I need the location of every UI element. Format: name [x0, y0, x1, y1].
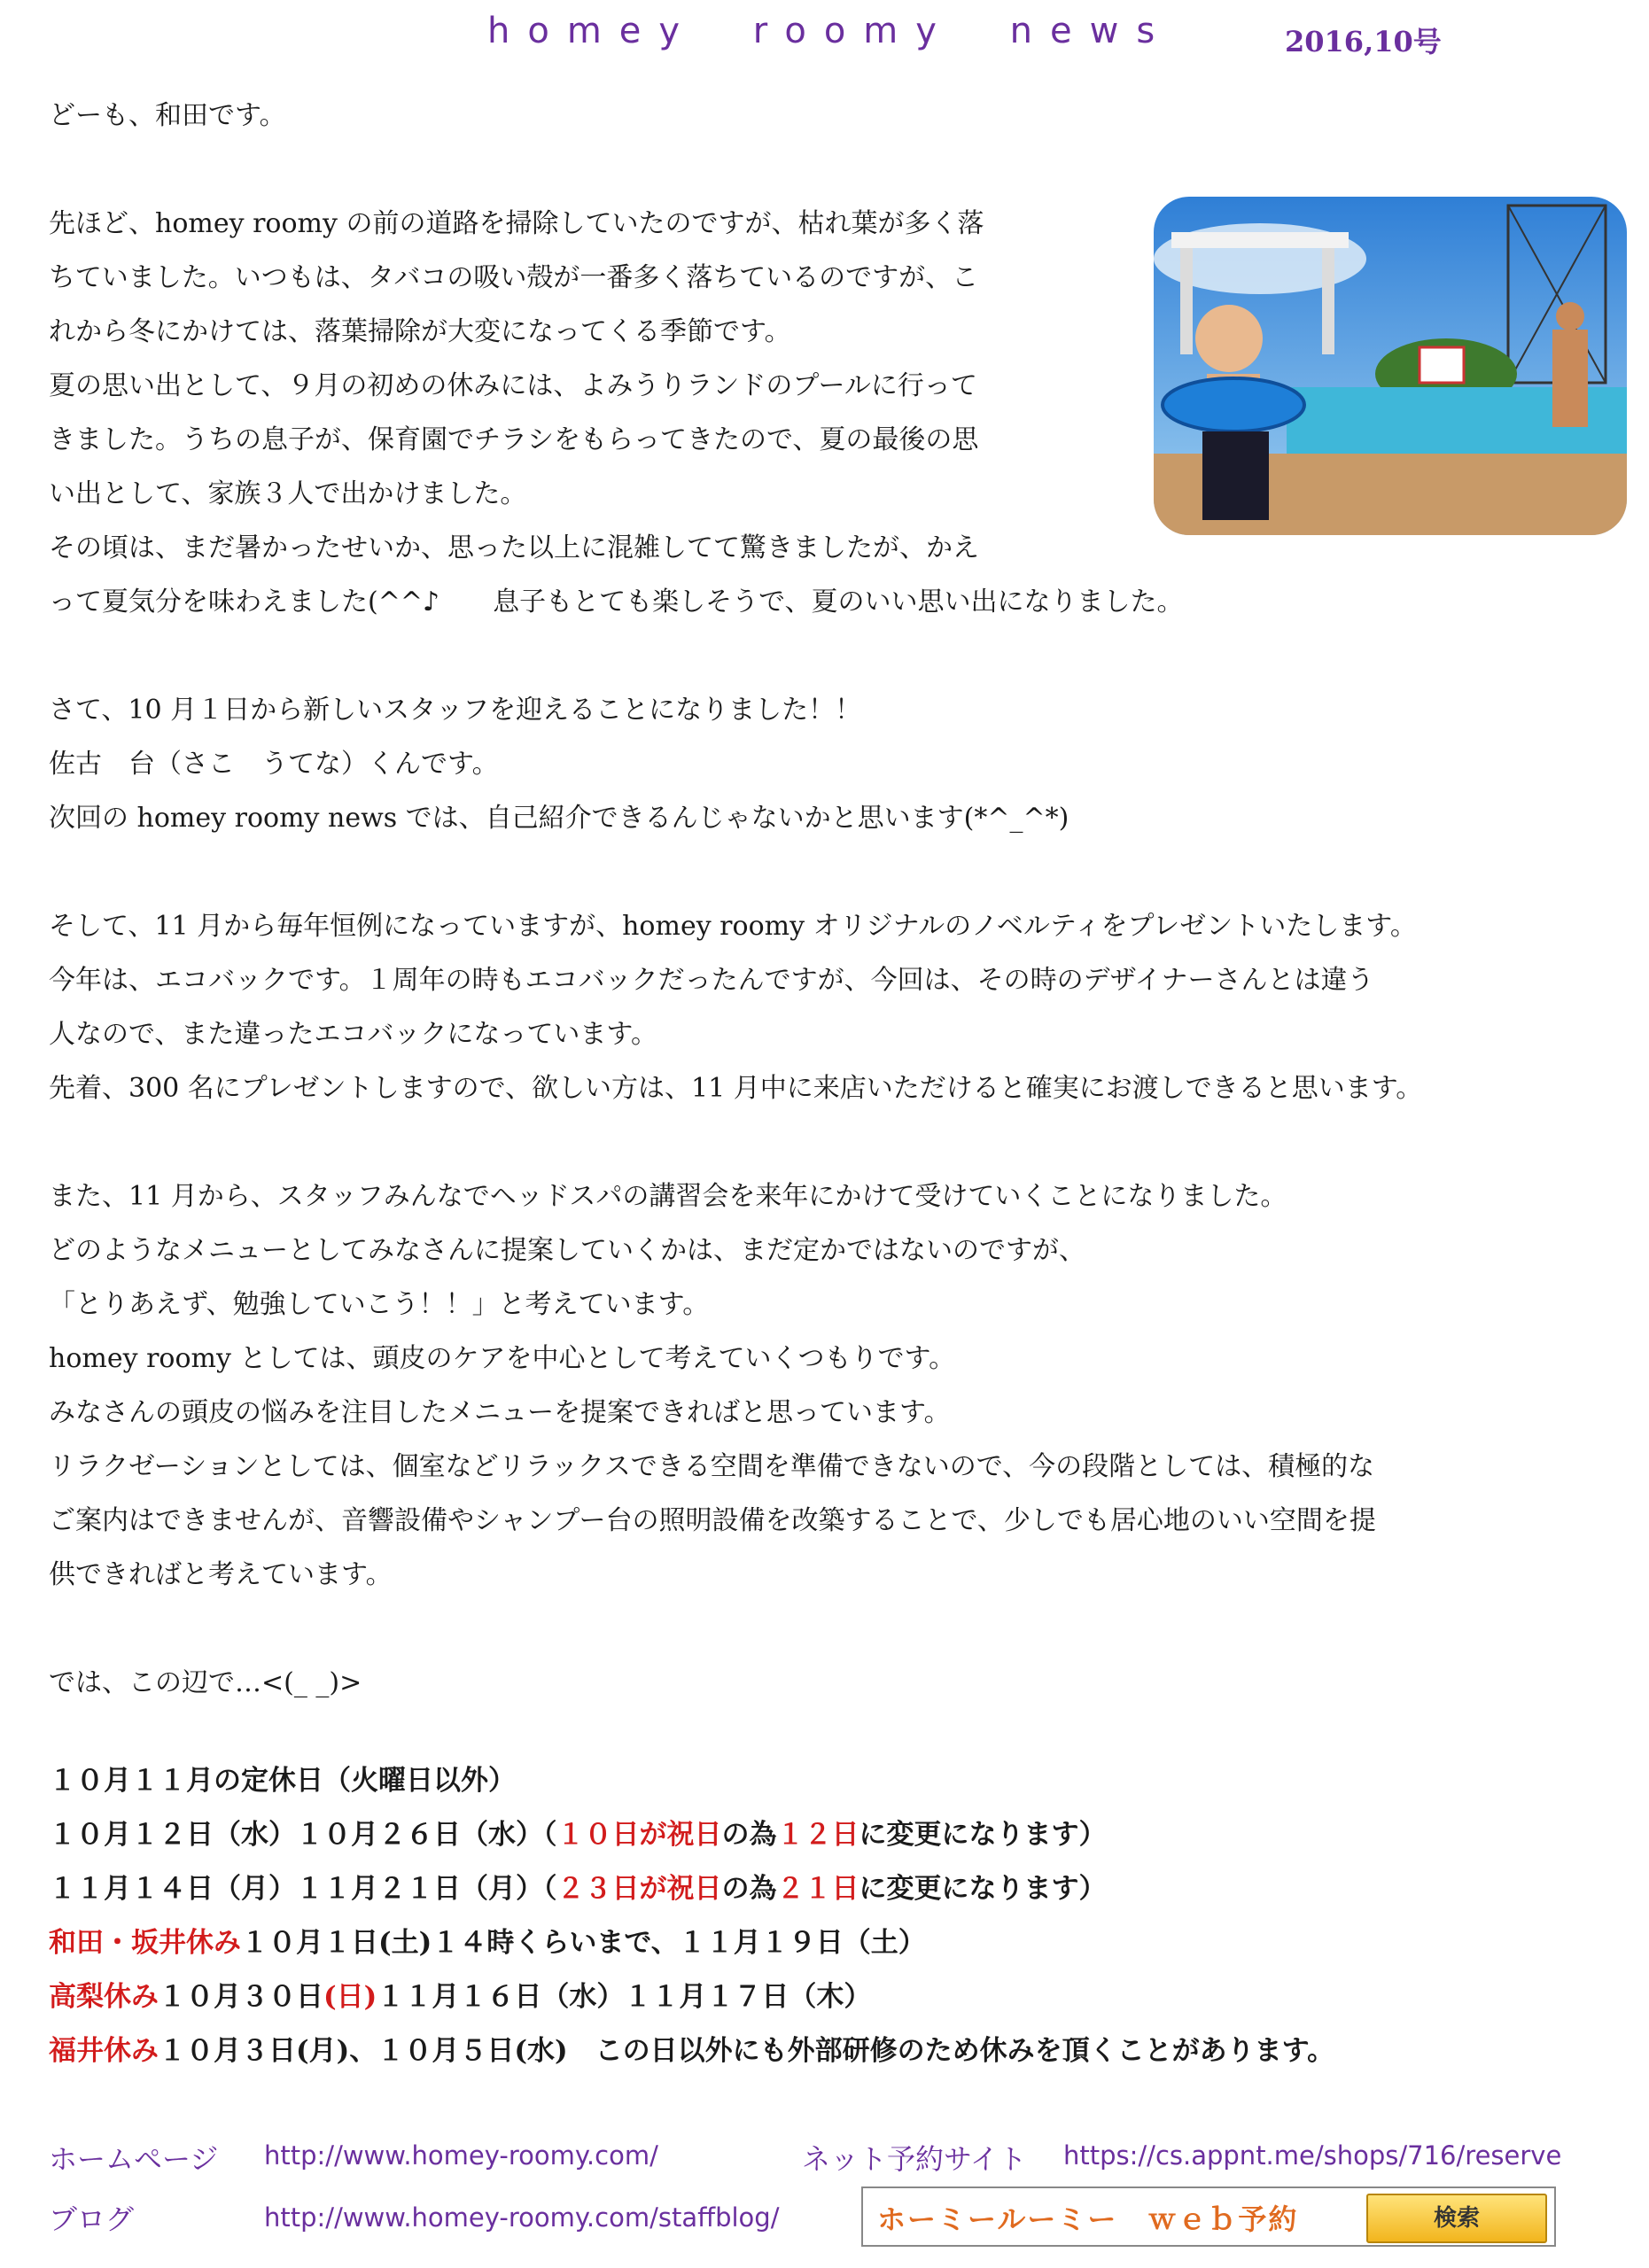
spacer — [49, 1602, 1617, 1656]
body-line: 人なので、また違ったエコバックになっています。 — [49, 1019, 657, 1050]
reserve-link[interactable]: https://cs.appnt.me/shops/716/reserve — [1063, 2140, 1562, 2171]
body-line: ご案内はできませんが、音響設備やシャンプー台の照明設備を改築することで、少しでも居心地のいい空間を提 — [49, 1505, 1376, 1536]
staff-name: 高梨休み — [49, 1981, 159, 2013]
schedule-text: の為 — [721, 1873, 777, 1905]
body-line: みなさんの頭皮の悩みを注目したメニューを提案できればと思っています。 — [49, 1397, 951, 1428]
spacer — [49, 845, 1617, 899]
schedule-highlight: １０日が祝日 — [556, 1819, 722, 1851]
staff-name: 和田・坂井休み — [49, 1927, 241, 1959]
body-line: 今年は、エコバックです。１周年の時もエコバックだったんですが、今回は、その時のデザイナーさんとは違う — [49, 965, 1374, 996]
body-line: れから冬にかけては、落葉掃除が大変になってくる季節です。 — [49, 316, 791, 347]
body-line: また、11 月から、スタッフみんなでヘッドスパの講習会を来年にかけて受けていくことになりました。 — [49, 1181, 1287, 1212]
body-line: 「とりあえず、勉強していこう！！」と考えています。 — [49, 1289, 710, 1320]
schedule-text: １０月３日(月)、１０月５日(水) この日以外にも外部研修のため休みを頂くことがあります。 — [159, 2035, 1335, 2067]
body-line: 先ほど、homey roomy の前の道路を掃除していたのですが、枯れ葉が多く落 — [49, 208, 984, 239]
staff-name: 福井休み — [49, 2035, 159, 2067]
homepage-label: ホームページ — [49, 2142, 219, 2176]
body-line: 供できればと考えています。 — [49, 1559, 393, 1590]
body-line: その頃は、まだ暑かったせいか、思った以上に混雑してて驚きましたが、かえ — [49, 532, 979, 563]
body-line: さて、10 月１日から新しいスタッフを迎えることになりました！！ — [49, 695, 862, 726]
body-line: きました。うちの息子が、保育園でチラシをもらってきたので、夏の最後の思 — [49, 424, 979, 455]
schedule-highlight: １２日 — [776, 1819, 860, 1851]
schedule-row — [49, 1970, 1617, 2024]
spacer — [49, 1115, 1617, 1169]
body-line: い出として、家族３人で出かけました。 — [49, 478, 527, 509]
body-line: どーも、和田です。 — [49, 100, 286, 131]
body-line: リラクゼーションとしては、個室などリラックスできる空間を準備できないので、今の段階としては、積極的な — [49, 1451, 1375, 1482]
schedule-text: の為 — [721, 1819, 777, 1851]
search-button[interactable]: 検索 — [1366, 2194, 1547, 2243]
schedule-highlight: ２３日が祝日 — [556, 1873, 722, 1905]
schedule-text: １１月１４日（月）１１月２１日（月）（ — [49, 1873, 557, 1905]
schedule-text: に変更になります） — [859, 1819, 1107, 1851]
newsletter-header — [0, 11, 1649, 64]
spacer — [49, 143, 1617, 197]
schedule-row — [49, 1862, 1617, 1916]
body-line: って夏気分を味わえました(^^♪ 息子もとても楽しそうで、夏のいい思い出になりました。 — [49, 586, 1184, 617]
web-reserve-search-box[interactable] — [861, 2186, 1556, 2247]
schedule-text: １０月１日(土)１４時くらいまで、１１月１９日（土） — [241, 1927, 926, 1959]
schedule-text: に変更になります） — [859, 1873, 1107, 1905]
newsletter-body — [49, 89, 1617, 1710]
schedule-highlight: ２１日 — [776, 1873, 860, 1905]
body-line: 先着、300 名にプレゼントしますので、欲しい方は、11 月中に来店いただけると確実にお渡しできると思います。 — [49, 1073, 1423, 1104]
schedule-row — [49, 1808, 1617, 1862]
body-line: どのようなメニューとしてみなさんに提案していくかは、まだ定かではないのですが、 — [49, 1235, 1085, 1266]
blog-link[interactable]: http://www.homey-roomy.com/staffblog/ — [264, 2202, 780, 2233]
newsletter-title: homey roomy news — [487, 11, 1173, 51]
schedule-text: １０月１２日（水）１０月２６日（水）（ — [49, 1819, 557, 1851]
schedule-highlight: (日) — [323, 1981, 377, 2013]
body-line: そして、11 月から毎年恒例になっていますが、homey roomy オリジナルのノベルティをプレゼントいたします。 — [49, 911, 1417, 942]
body-line: 夏の思い出として、９月の初めの休みには、よみうりランドのプールに行って — [49, 370, 977, 401]
body-line: ちていました。いつもは、タバコの吸い殻が一番多く落ちているのですが、こ — [49, 262, 979, 293]
footer-links — [0, 2126, 1649, 2268]
reserve-label: ネット予約サイト — [802, 2142, 1027, 2176]
schedule-row — [49, 2024, 1617, 2078]
body-line: homey roomy としては、頭皮のケアを中心として考えていくつもりです。 — [49, 1343, 956, 1374]
holiday-schedule — [49, 1754, 1617, 2078]
schedule-text: １０月３０日 — [159, 1981, 323, 2013]
homepage-link[interactable]: http://www.homey-roomy.com/ — [264, 2140, 658, 2171]
blog-label: ブログ — [49, 2202, 135, 2236]
spacer — [49, 629, 1617, 683]
body-line: 佐古 台（さこ うてな）くんです。 — [49, 749, 499, 780]
body-line: では、この辺で…<(_ _)> — [49, 1667, 362, 1698]
body-line: 次回の homey roomy news では、自己紹介できるんじゃないかと思います(*^_^*) — [49, 803, 1070, 834]
search-box-text: ホーミールーミー ｗｅｂ予約 — [877, 2202, 1299, 2236]
schedule-row — [49, 1916, 1617, 1970]
schedule-heading: １０月１１月の定休日（火曜日以外） — [49, 1765, 516, 1797]
issue-number: 2016,10号 — [1285, 25, 1442, 58]
schedule-text: １１月１６日（水）１１月１７日（木） — [377, 1981, 872, 2013]
